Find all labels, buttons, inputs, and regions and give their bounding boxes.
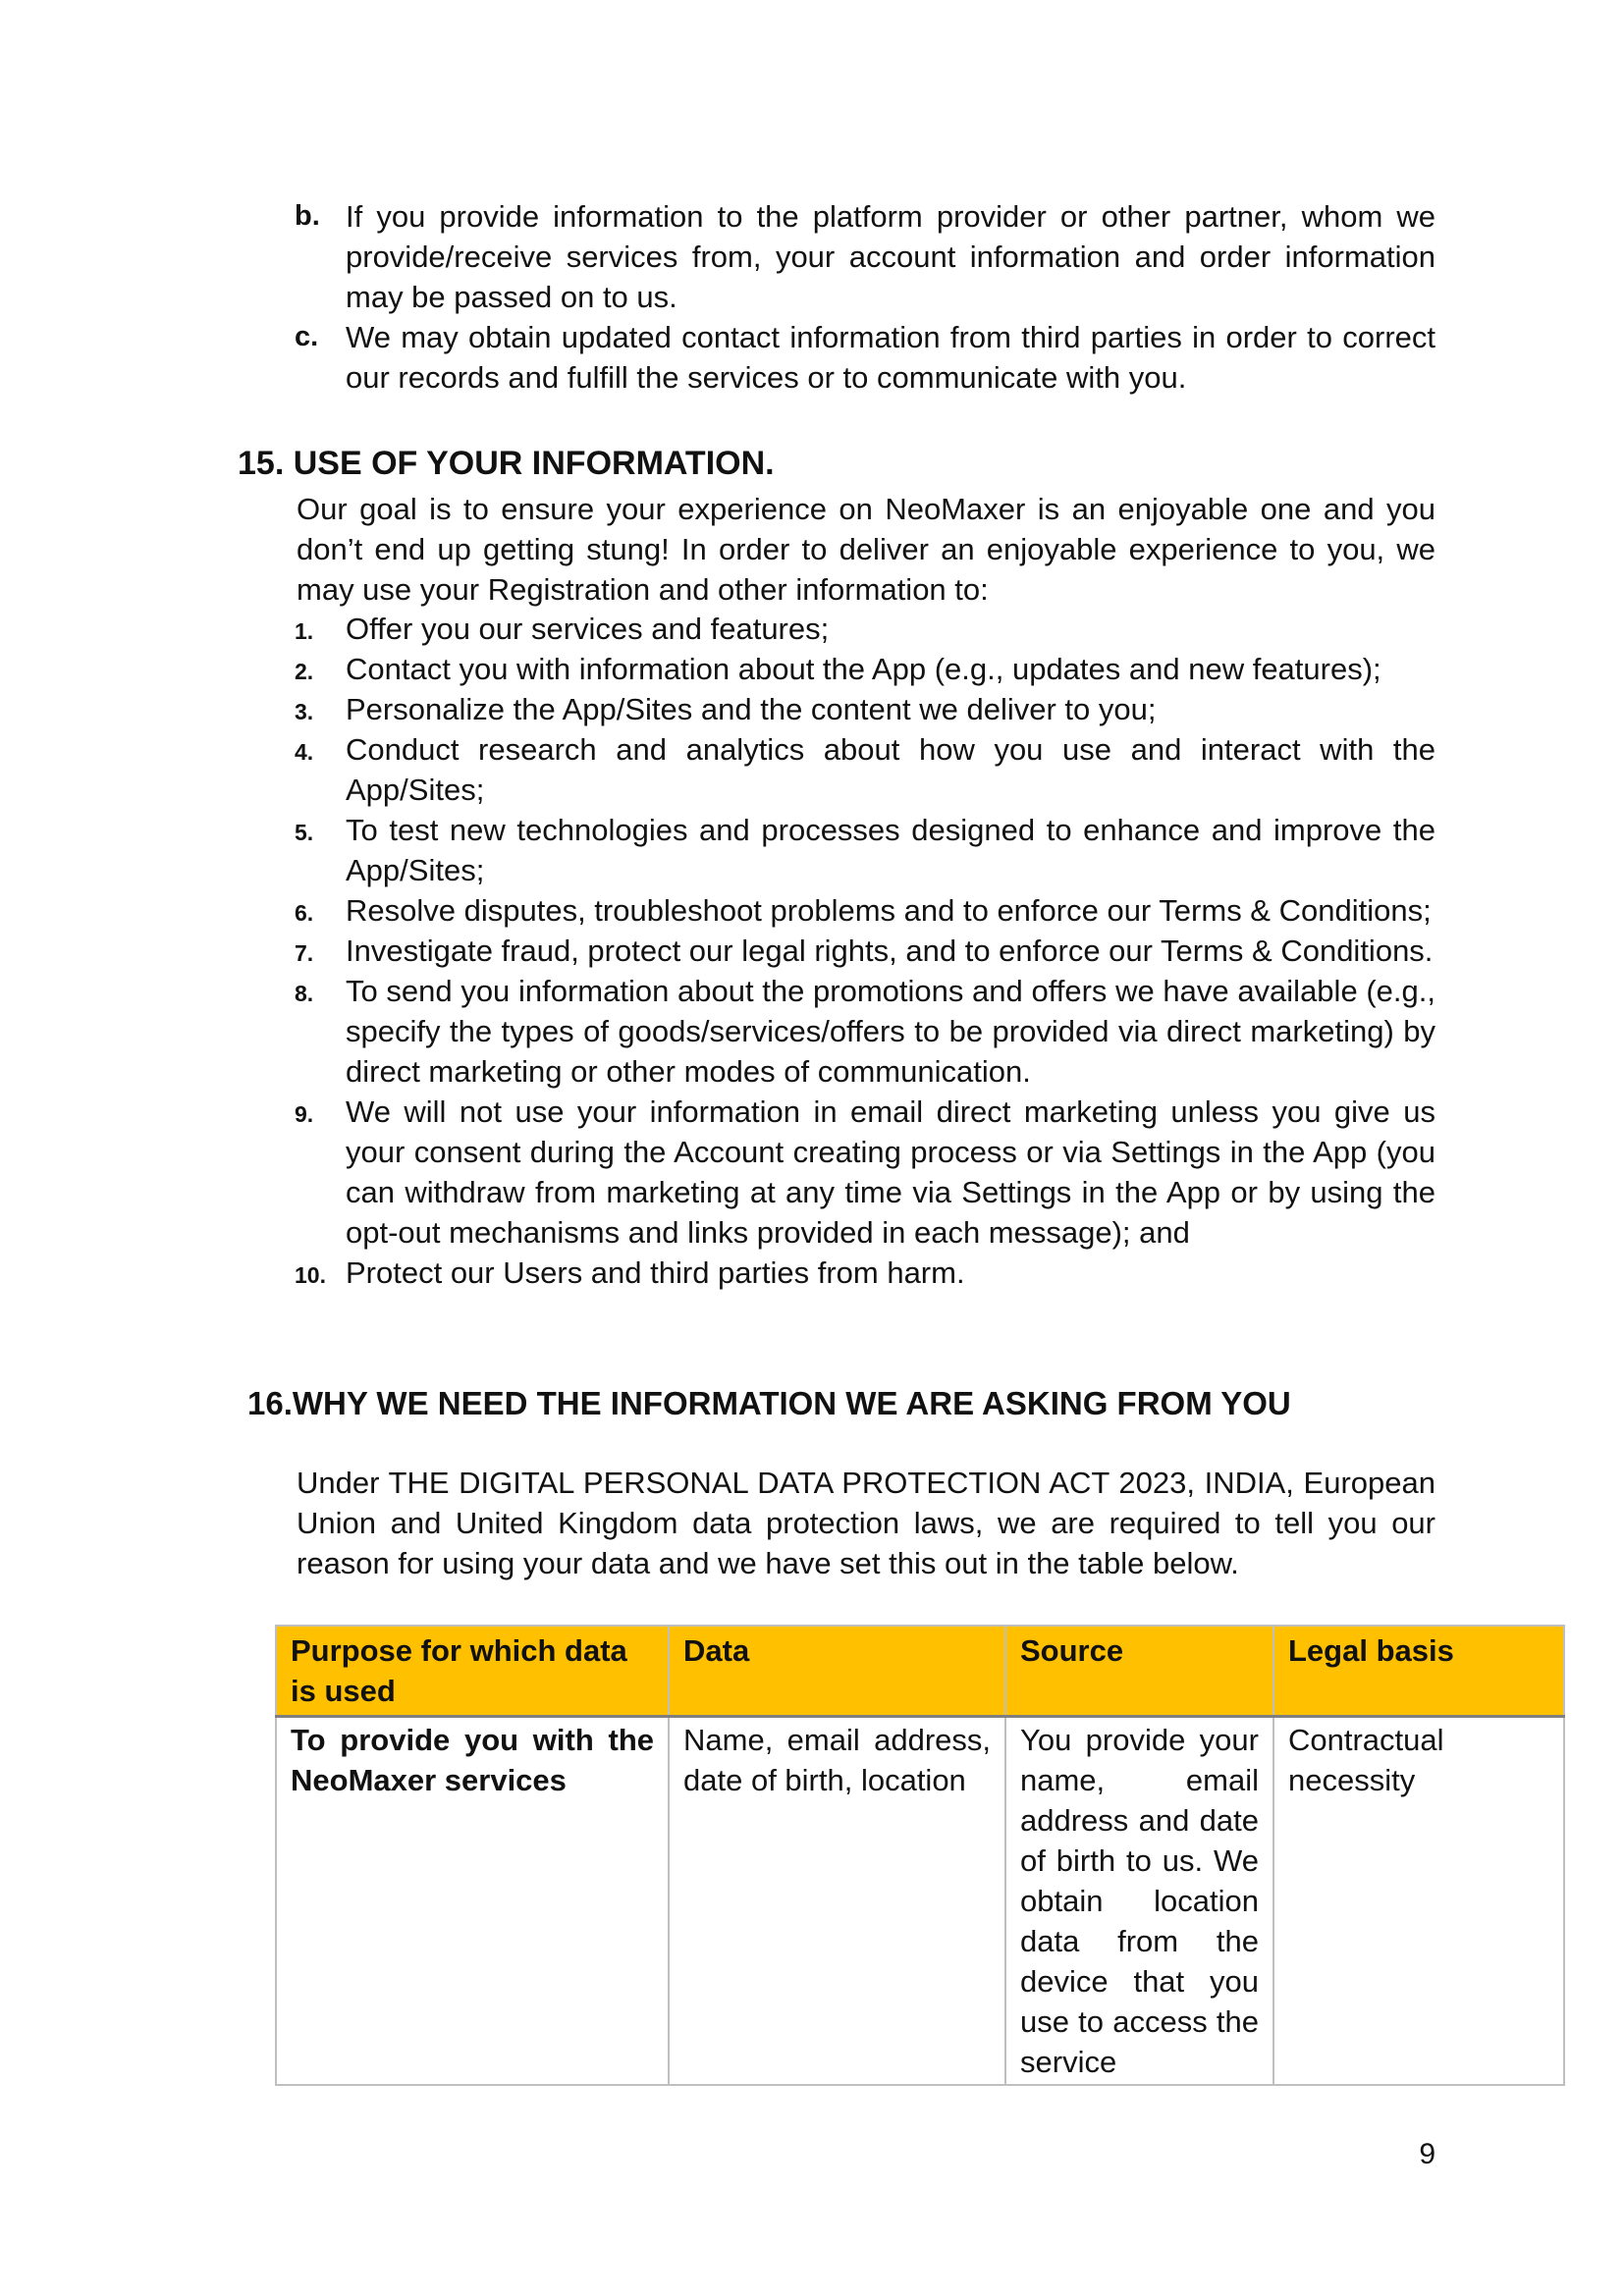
list-item-text: Conduct research and analytics about how you use and interact with the App/Sites; xyxy=(346,732,1435,807)
list-marker: 3. xyxy=(295,699,314,724)
list-item xyxy=(295,1092,1435,1253)
list-item-text: Investigate fraud, protect our legal rights, and to enforce our Terms & Conditions. xyxy=(346,934,1434,968)
cell-source: You provide your name, email address and date of birth to us. We obtain location data from the device that you use to access the service xyxy=(1005,1717,1273,2086)
header-legal-basis: Legal basis xyxy=(1273,1626,1564,1717)
cell-purpose: To provide you with the NeoMaxer services xyxy=(276,1717,669,2086)
list-item-text: Personalize the App/Sites and the content we deliver to you; xyxy=(346,692,1157,726)
cell-data: Name, email address, date of birth, location xyxy=(669,1717,1005,2086)
list-item-text: To test new technologies and processes designed to enhance and improve the App/Sites; xyxy=(346,813,1435,887)
legal-basis-table xyxy=(275,1625,1565,2086)
list-item-text: Protect our Users and third parties from harm. xyxy=(346,1255,965,1290)
list-marker: 10. xyxy=(295,1262,326,1288)
section-15-intro: Our goal is to ensure your experience on NeoMaxer is an enjoyable one and you don’t end up getting stung! In order to deliver an enjoyable experience to you, we may use your Registration and other information to: xyxy=(297,492,1435,607)
list-marker: c. xyxy=(295,321,319,352)
list-item-text: Contact you with information about the App (e.g., updates and new features); xyxy=(346,652,1381,686)
list-item xyxy=(295,810,1435,890)
list-marker: 6. xyxy=(295,900,314,926)
list-item-text: If you provide information to the platform provider or other partner, whom we provide/receive services from, your account information and order information may be passed on to us. xyxy=(346,199,1435,314)
table-header-row xyxy=(276,1626,1564,1717)
table-row xyxy=(276,1717,1564,2086)
list-item xyxy=(295,649,1435,689)
list-item xyxy=(295,1253,1435,1293)
header-data: Data xyxy=(669,1626,1005,1717)
section-number: 16. xyxy=(247,1385,293,1421)
cell-legal-basis: Contractual necessity xyxy=(1273,1717,1564,2086)
list-marker: 9. xyxy=(295,1101,314,1127)
section-number: 15. xyxy=(238,445,285,482)
list-item-text: We may obtain updated contact information from third parties in order to correct our records and fulfill the services or to communicate with you. xyxy=(346,320,1435,395)
list-item xyxy=(295,689,1435,729)
list-item xyxy=(295,317,1435,398)
list-item xyxy=(295,931,1435,971)
list-marker: 8. xyxy=(295,981,314,1006)
list-item xyxy=(295,729,1435,810)
list-marker: b. xyxy=(295,200,320,232)
list-item-text: We will not use your information in email direct marketing unless you give us your consent during the Account creating process or via Settings in the App (you can withdraw from marketing at any time via Settings in the App or by using the opt-out mechanisms and links provided in each message); and xyxy=(346,1095,1435,1250)
list-marker: 5. xyxy=(295,820,314,845)
section-16-heading xyxy=(247,1384,1291,1423)
page-number: 9 xyxy=(1419,2138,1435,2170)
section-title: WHY WE NEED THE INFORMATION WE ARE ASKING FROM YOU xyxy=(292,1385,1291,1421)
section-title: USE OF YOUR INFORMATION. xyxy=(293,445,775,482)
list-marker: 7. xyxy=(295,940,314,966)
section-16-intro: Under THE DIGITAL PERSONAL DATA PROTECTION ACT 2023, INDIA, European Union and United Kingdom data protection laws, we are required to tell you our reason for using your data and we have set this out in the table below. xyxy=(297,1466,1435,1580)
list-item xyxy=(295,890,1435,931)
list-item-text: Resolve disputes, troubleshoot problems and to enforce our Terms & Conditions; xyxy=(346,893,1432,928)
header-source: Source xyxy=(1005,1626,1273,1717)
list-marker: 1. xyxy=(295,618,314,644)
list-marker: 4. xyxy=(295,739,314,765)
section-15-heading xyxy=(238,444,775,483)
list-marker: 2. xyxy=(295,659,314,684)
list-item-text: To send you information about the promotions and offers we have available (e.g., specify the types of goods/services/offers to be provided via direct marketing) by direct marketing or other modes of communication. xyxy=(346,974,1435,1089)
prior-section-list xyxy=(295,196,1435,398)
list-item-text: Offer you our services and features; xyxy=(346,612,830,646)
list-item xyxy=(295,971,1435,1092)
list-item xyxy=(295,609,1435,649)
list-item xyxy=(295,196,1435,317)
section-15-list xyxy=(295,609,1435,1293)
header-purpose: Purpose for which data is used xyxy=(276,1626,669,1717)
